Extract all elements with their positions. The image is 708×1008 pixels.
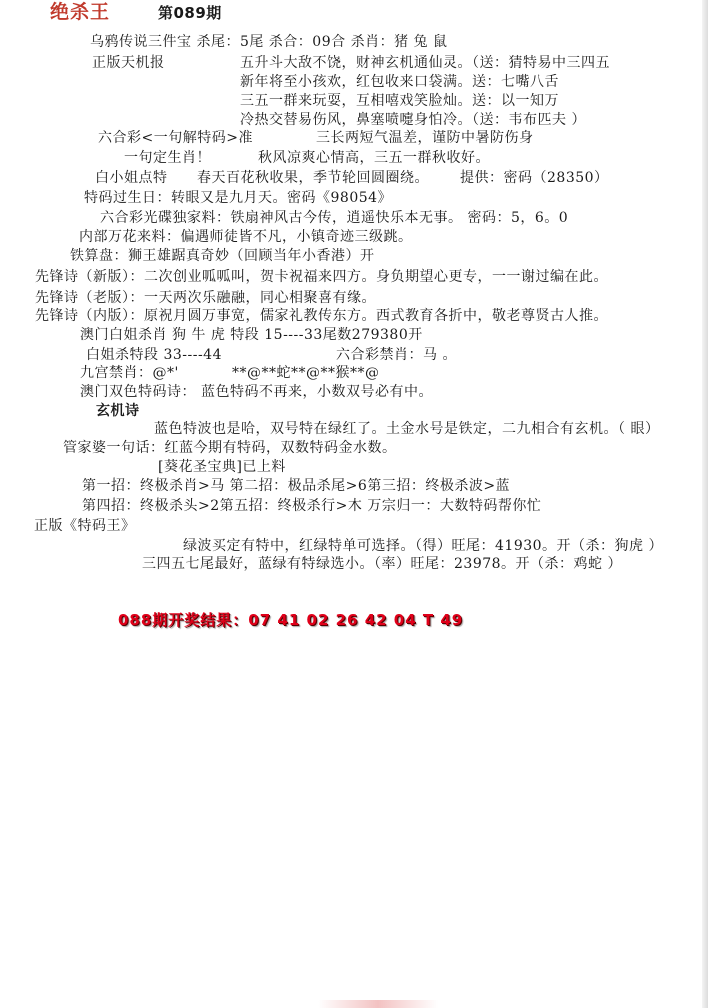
line-inner-source: 内部万花来料：偏遇师徒皆不凡，小镇奇迹三级跳。 <box>79 229 413 245</box>
line-poem-inner: 先锋诗（内版）：原祝月圆万事宽，儒家礼教传东方。西式教育各折中，敬老尊贤古人推。 <box>35 308 608 324</box>
line-nine-palace-label: 九宫禁肖：@*' <box>80 365 179 381</box>
line-provider-code: 提供：密码（28350） <box>460 170 609 186</box>
line-tema-king-label: 正版《特码王》 <box>34 518 136 534</box>
line-baixiaojie-label: 白小姐点特 <box>95 170 168 186</box>
line-birthday: 特码过生日：转眼又是九月天。密码《98054》 <box>84 190 393 206</box>
line-baixiaojie-text: 春天百花秋收果，季节轮回圆圈绕。 <box>197 170 429 186</box>
line-one-sentence-label: 六合彩<一句解特码>准 <box>98 130 253 146</box>
page-edge-shadow <box>702 0 708 1008</box>
line-iron-abacus: 铁算盘：狮王雄踞真奇妙（回顾当年小香港）开 <box>70 248 375 264</box>
line-tianji-4: 冷热交替易伤风，鼻塞喷嚏身怕冷。（送：韦布匹夫 ） <box>240 112 586 128</box>
line-tianji-label: 正版天机报 <box>92 55 165 71</box>
line-moves-2: 第四招：终极杀头>2第五招：终极杀行>木 万宗归一：大数特码帮你忙 <box>82 498 542 514</box>
page-title: 绝杀王 <box>50 1 111 23</box>
line-tianji-3: 三五一群来玩耍，互相嘻戏笑脸灿。送：以一知万 <box>240 93 559 109</box>
line-poem-old: 先锋诗（老版）：一天两次乐融融，同心相聚喜有缘。 <box>35 290 376 306</box>
line-zodiac-label: 一句定生肖！ <box>124 150 211 166</box>
draw-result: 088期开奖结果：07 41 02 26 42 04 T 49 <box>118 611 464 629</box>
line-disc-exclusive: 六合彩光碟独家料：铁扇神风古今传，逍遥快乐本无事。 密码：5，6。0 <box>100 210 569 226</box>
line-crow-legend: 乌鸦传说三件宝 杀尾：5尾 杀合：09合 杀肖：猪 兔 鼠 <box>90 34 448 50</box>
line-nine-palace-value: **@**蛇**@**猴**@ <box>232 365 380 381</box>
line-kill-range: 白姐杀特段 33----44 <box>86 347 223 363</box>
line-housekeeper: 管家婆一句话：红蓝今期有特码，双数特码金水数。 <box>63 440 397 456</box>
line-mystic-poem-text: 蓝色特波也是哈，双号特在绿红了。土金水号是铁定，二九相合有玄机。（ 眼） <box>154 421 660 437</box>
line-zodiac-text: 秋风凉爽心情高，三五一群秋收好。 <box>258 150 490 166</box>
line-tema-king-1: 绿波买定有特中，红绿特单可选择。（得）旺尾：41930。开（杀：狗虎 ） <box>183 538 663 554</box>
line-mystic-poem-title: 玄机诗 <box>96 403 140 419</box>
line-tema-king-2: 三四五七尾最好，蓝绿有特绿选小。（率）旺尾：23978。开（杀：鸡蛇 ） <box>142 556 622 572</box>
line-tianji-2: 新年将至小孩欢，红包收来口袋满。送：七嘴八舌 <box>240 74 559 90</box>
line-moves-1: 第一招：终极杀肖>马 第二招：极品杀尾>6第三招：终极杀波>蓝 <box>82 478 511 494</box>
bottom-watermark <box>318 1000 438 1008</box>
line-sunflower-title: [葵花圣宝典]已上料 <box>158 459 286 475</box>
line-poem-new: 先锋诗（新版）：二次创业呱呱叫，贺卡祝福来四方。身负期望心更专，一一谢过编在此。 <box>35 269 608 285</box>
issue-number: 第089期 <box>158 4 222 22</box>
line-dual-color-poem: 澳门双色特码诗： 蓝色特码不再来，小数双号必有中。 <box>80 384 433 400</box>
line-forbidden-zodiac: 六合彩禁肖：马 。 <box>336 347 457 363</box>
line-macau-kill: 澳门白姐杀肖 狗 牛 虎 特段 15----33尾数279380开 <box>80 327 423 343</box>
line-tianji-1: 五升斗大敌不饶，财神玄机通仙灵。（送：猜特易中三四五 <box>240 55 610 71</box>
line-one-sentence-text: 三长两短气温差，谨防中暑防伤身 <box>316 130 534 146</box>
